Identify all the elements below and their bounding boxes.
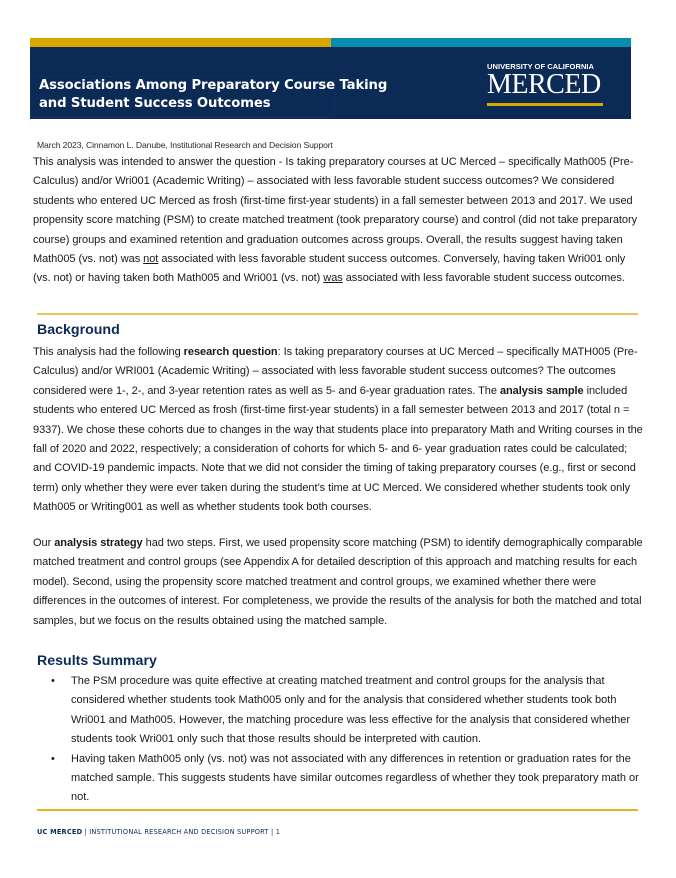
bullet-text: The PSM procedure was quite effective at creating matched treatment and control groups for the analysis that considered whether students took Math005 only and for the analysis that considered whether students took both Wri001 and Math005. However, the matching procedure was less effective for the analysis that considered whether students took Wri001 only such that those results should be interpreted with caution. xyxy=(71,675,631,746)
results-bullet-list xyxy=(33,672,643,808)
bg-p1-bold-analysis-sample: analysis sample xyxy=(499,384,584,397)
results-bullet-item xyxy=(33,750,643,808)
title-line-1: Associations Among Preparatory Course Taking xyxy=(39,78,388,93)
background-paragraph-2 xyxy=(33,534,643,631)
footer-separator: | xyxy=(268,828,276,836)
page-footer xyxy=(37,828,280,836)
footer-brand: UC MERCED xyxy=(37,828,83,836)
document-title xyxy=(39,77,439,113)
bullet-dot-icon: • xyxy=(51,675,55,687)
logo-gold-rule xyxy=(487,103,603,106)
title-line-2: and Student Success Outcomes xyxy=(39,96,271,111)
summary-text-3: associated with less favorable student success outcomes. xyxy=(342,272,625,285)
results-summary-heading: Results Summary xyxy=(37,653,157,669)
footer-separator: | xyxy=(82,828,90,836)
footer-department: INSTITUTIONAL RESEARCH AND DECISION SUPPORT xyxy=(89,828,269,836)
logo-merced-wordmark: MERCED xyxy=(487,69,601,100)
bg-p2-bold-analysis-strategy: analysis strategy xyxy=(54,537,143,549)
summary-underline-not: not xyxy=(143,253,159,266)
summary-text-1: This analysis was intended to answer the question - Is taking preparatory courses at UC Merced – specifically Math005 (Pre-Calculus) and/or Wri001 (Academic Writing) – associated with less favorable student success outcomes? We considered students who entered UC Merced as frosh (first-time first-year students) in a fall semester between 2013 and 2017. We used propensity score matching (PSM) to create matched treatment (took preparatory course) and control (did not take preparatory course) groups and examined retention and graduation outcomes across groups. Overall, the results suggest having taken Math005 (vs. not) was xyxy=(33,156,638,266)
summary-underline-was: was xyxy=(323,272,343,285)
background-paragraph-1 xyxy=(33,343,643,518)
background-heading: Background xyxy=(37,322,120,338)
bg-p1-text-d: included students who entered UC Merced as frosh (first-time first-year students) in a fall semester between 2013 and 2017 (total n = 9337). We chose these cohorts due to changes in the way that students place into preparatory Math and Writing courses in the fall of 2020 and 2022, respectively; a consideration of cohorts for which 5- and 6- year graduation rates could be calculated; and COVID-19 pandemic impacts. Note that we did not consider the timing of taking preparatory courses (e.g., first or second term) only whether they were ever taken during the student’s time at UC Merced. We considered whether students took only Math005 or Writing001 as well as whether students took both courses. xyxy=(33,384,643,514)
bullet-dot-icon: • xyxy=(51,752,55,765)
results-bullet-item xyxy=(33,672,643,750)
header-teal-bar xyxy=(331,38,631,47)
byline: March 2023, Cinnamon L. Danube, Institutional Research and Decision Support xyxy=(37,140,333,150)
uc-merced-logo xyxy=(487,62,607,106)
logo-university-text: UNIVERSITY OF CALIFORNIA xyxy=(487,62,595,71)
bg-p2-text-c: had two steps. First, we used propensity score matching (PSM) to identify demographically comparable matched treatment and control groups (see Appendix A for detailed description of this approach and matching results for each model). Second, using the propensity score matched treatment and control groups, we examined whether there were differences in the outcomes of interest. For completeness, we provide the results of the analysis for both the matched and total samples, but we focus on the results obtained using the matched sample. xyxy=(33,537,643,627)
summary-text-2: associated with less favorable student success outcomes. Conversely, having taken Wri001 only (vs. not) or having taken both Math005 and Wri001 (vs. not) xyxy=(33,253,626,285)
bg-p1-text-c: : Is taking preparatory courses at UC Merced – specifically MATH005 (Pre-Calculus) and/or WRI001 (Academic Writing) – associated with less favorable student success outcomes? The outcomes considered were 1-, 2-, and 3-year retention rates as well as 5- and 6-year graduation rates. The xyxy=(33,346,638,397)
page-number: 1 xyxy=(275,828,281,836)
bullet-text: Having taken Math005 only (vs. not) was not associated with any differences in retention or graduation rates for the matched sample. This suggests students have similar outcomes regardless of whether they took preparatory math or not. xyxy=(71,752,639,804)
bg-p1-bold-research-question: research question xyxy=(183,346,278,358)
bg-p2-text-a: Our xyxy=(33,537,55,549)
bg-p1-text-a: This analysis had the following xyxy=(33,346,184,358)
section-divider xyxy=(37,313,638,315)
footer-divider xyxy=(37,809,638,811)
summary-paragraph xyxy=(33,153,643,289)
header-gold-bar xyxy=(30,38,331,47)
